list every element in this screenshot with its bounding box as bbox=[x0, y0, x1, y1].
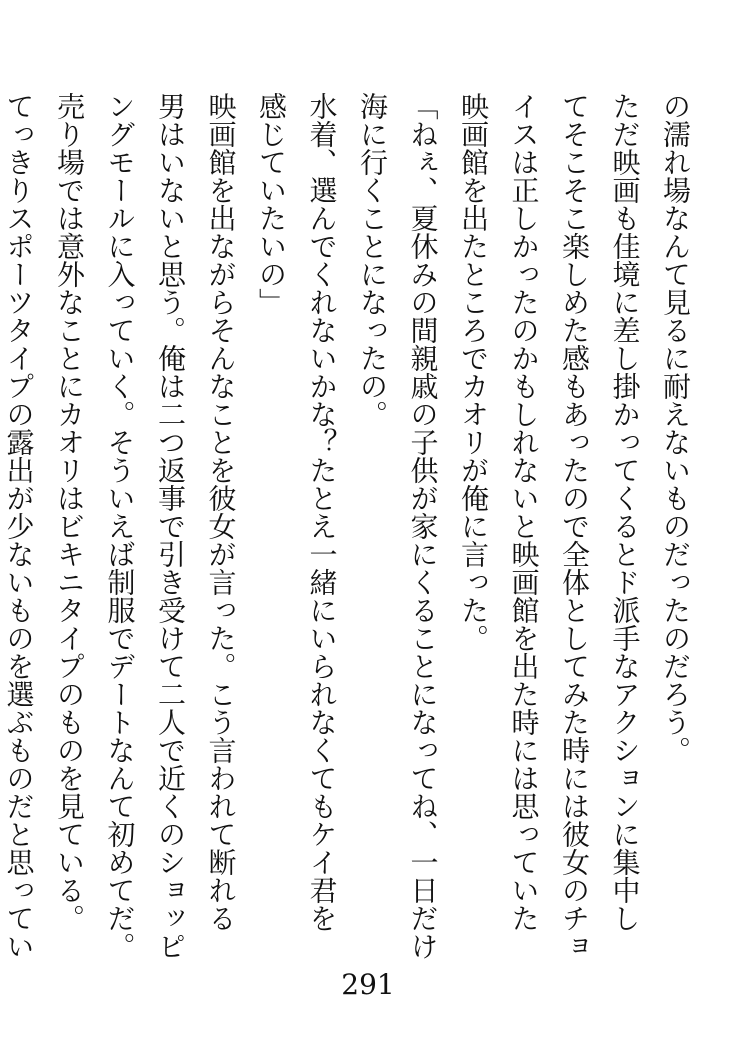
text-line: ただ映画も佳境に差し掛かってくるとド派手なアクションに集中し bbox=[608, 92, 642, 932]
text-line: 映画館を出ながらそんなことを彼女が言った。こう言われて断れる bbox=[204, 92, 238, 932]
text-line: てそこそこ楽しめた感もあったので全体としてみた時には彼女のチョ bbox=[558, 92, 591, 960]
text-line: 売り場では意外なことにカオリはビキニタイプのものを見ている。 bbox=[53, 92, 86, 932]
text-line: 水着、選んでくれないかな？たとえ一緒にいられなくてもケイ君を bbox=[305, 92, 339, 932]
text-line: 「ねぇ、夏休みの間親戚の子供が家にくることになってね、一日だけ bbox=[406, 92, 440, 960]
text-line: てっきりスポーツタイプの露出が少ないものを選ぶものだと思ってい bbox=[2, 92, 36, 960]
text-line: 映画館を出たところでカオリが俺に言った。 bbox=[457, 92, 490, 652]
text-line: 感じていたいの」 bbox=[255, 92, 288, 316]
text-line: 男はいないと思う。俺は二つ返事で引き受けて二人で近くのショッピ bbox=[154, 92, 187, 960]
text-line: の濡れ場なんて見るに耐えないものだったのだろう。 bbox=[659, 92, 692, 764]
text-line: ングモールに入っていく。そういえば制服でデートなんて初めてだ。 bbox=[103, 92, 137, 960]
text-line: イスは正しかったのかもしれないと映画館を出た時には思っていた bbox=[507, 92, 541, 932]
page-number: 291 bbox=[341, 968, 395, 1001]
text-line: 海に行くことになったの。 bbox=[356, 92, 389, 428]
vertical-text-body bbox=[2, 92, 700, 972]
